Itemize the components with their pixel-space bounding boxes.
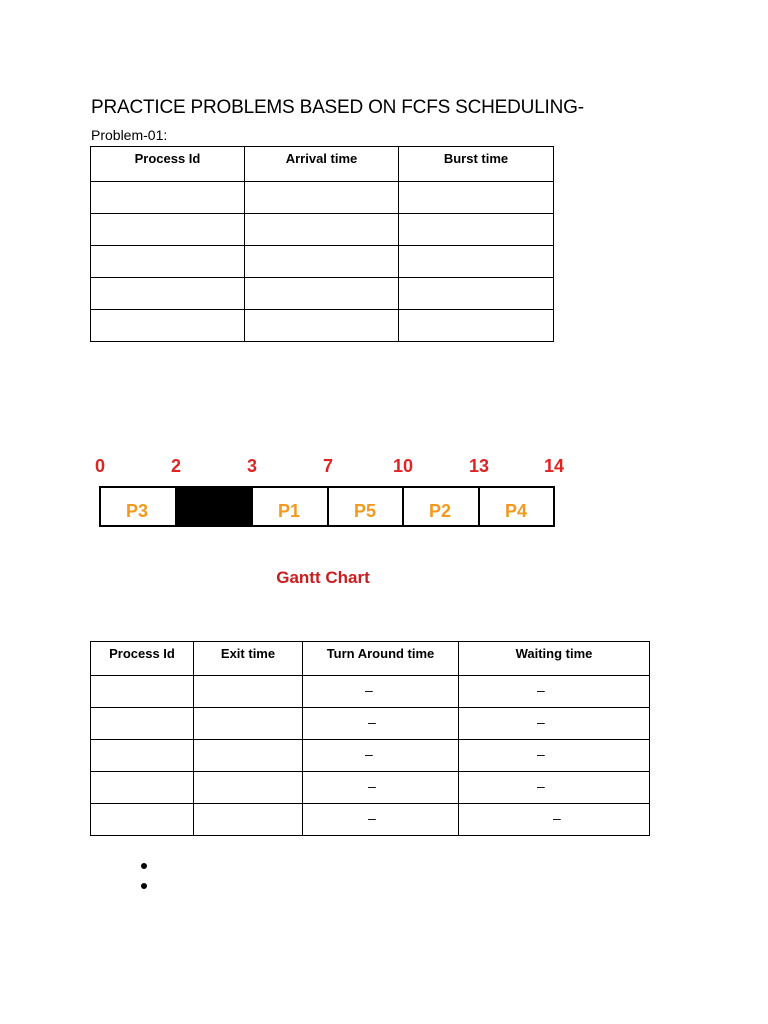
table-row [91, 772, 650, 804]
table-cell [303, 740, 459, 772]
table-cell [91, 278, 245, 310]
table-cell [194, 708, 303, 740]
table-cell [399, 310, 554, 342]
column-header-turn-around-time: Turn Around time [303, 642, 459, 676]
table-cell [399, 182, 554, 214]
gantt-idle-block [176, 487, 252, 526]
table-row [91, 708, 650, 740]
table-cell [194, 772, 303, 804]
table-cell [399, 214, 554, 246]
gantt-chart-caption: Gantt Chart [276, 568, 370, 587]
dash-mark: – [553, 810, 561, 826]
table-cell [245, 278, 399, 310]
column-header-burst-time: Burst time [399, 147, 554, 182]
table-row [91, 676, 650, 708]
gantt-segment-label: P2 [428, 501, 452, 521]
gantt-tick-label: 2 [170, 456, 182, 476]
dash-mark: – [537, 714, 545, 730]
gantt-segment-label: P5 [353, 501, 377, 521]
table-cell [459, 676, 650, 708]
table-row [91, 804, 650, 836]
gantt-tick-label: 13 [468, 456, 490, 476]
document-title: PRACTICE PROBLEMS BASED ON FCFS SCHEDULING- [91, 97, 584, 118]
dash-mark: – [368, 714, 376, 730]
gantt-segment-label: P3 [125, 501, 149, 521]
table-cell [194, 804, 303, 836]
table-header-row [91, 147, 554, 182]
table-cell [91, 676, 194, 708]
process-result-table [90, 641, 650, 836]
column-header-exit-time: Exit time [194, 642, 303, 676]
table-cell [91, 708, 194, 740]
gantt-segment-label: P1 [277, 501, 301, 521]
table-cell [303, 804, 459, 836]
table-cell [91, 740, 194, 772]
process-input-table [90, 146, 554, 342]
gantt-tick-label: 3 [246, 456, 258, 476]
table-cell [459, 740, 650, 772]
table-cell [459, 772, 650, 804]
dash-mark: – [537, 746, 545, 762]
column-header-process-id: Process Id [91, 147, 245, 182]
gantt-tick-label: 14 [543, 456, 565, 476]
gantt-tick-label: 10 [392, 456, 414, 476]
table-header-row [91, 642, 650, 676]
table-cell [194, 740, 303, 772]
bullet-point [141, 883, 147, 889]
table-row [91, 214, 554, 246]
dash-mark: – [365, 682, 373, 698]
table-row [91, 246, 554, 278]
table-cell [245, 214, 399, 246]
gantt-tick-label: 7 [322, 456, 334, 476]
table-cell [194, 676, 303, 708]
dash-mark: – [537, 778, 545, 794]
table-cell [245, 310, 399, 342]
dash-mark: – [368, 810, 376, 826]
table-row [91, 740, 650, 772]
table-cell [245, 246, 399, 278]
table-cell [91, 182, 245, 214]
table-cell [303, 772, 459, 804]
bullet-point [141, 863, 147, 869]
table-row [91, 310, 554, 342]
table-row [91, 278, 554, 310]
dash-mark: – [537, 682, 545, 698]
table-cell [399, 246, 554, 278]
dash-mark: – [365, 746, 373, 762]
table-cell [91, 246, 245, 278]
table-cell [303, 708, 459, 740]
table-cell [245, 182, 399, 214]
problem-label: Problem-01: [91, 127, 168, 143]
table-cell [91, 804, 194, 836]
column-header-arrival-time: Arrival time [245, 147, 399, 182]
column-header-waiting-time: Waiting time [459, 642, 650, 676]
table-cell [303, 676, 459, 708]
gantt-tick-label: 0 [94, 456, 106, 476]
gantt-segment-label: P4 [504, 501, 528, 521]
table-cell [91, 214, 245, 246]
table-cell [459, 708, 650, 740]
table-cell [399, 278, 554, 310]
table-cell [91, 772, 194, 804]
dash-mark: – [368, 778, 376, 794]
table-row [91, 182, 554, 214]
column-header-process-id: Process Id [91, 642, 194, 676]
table-cell [459, 804, 650, 836]
table-cell [91, 310, 245, 342]
